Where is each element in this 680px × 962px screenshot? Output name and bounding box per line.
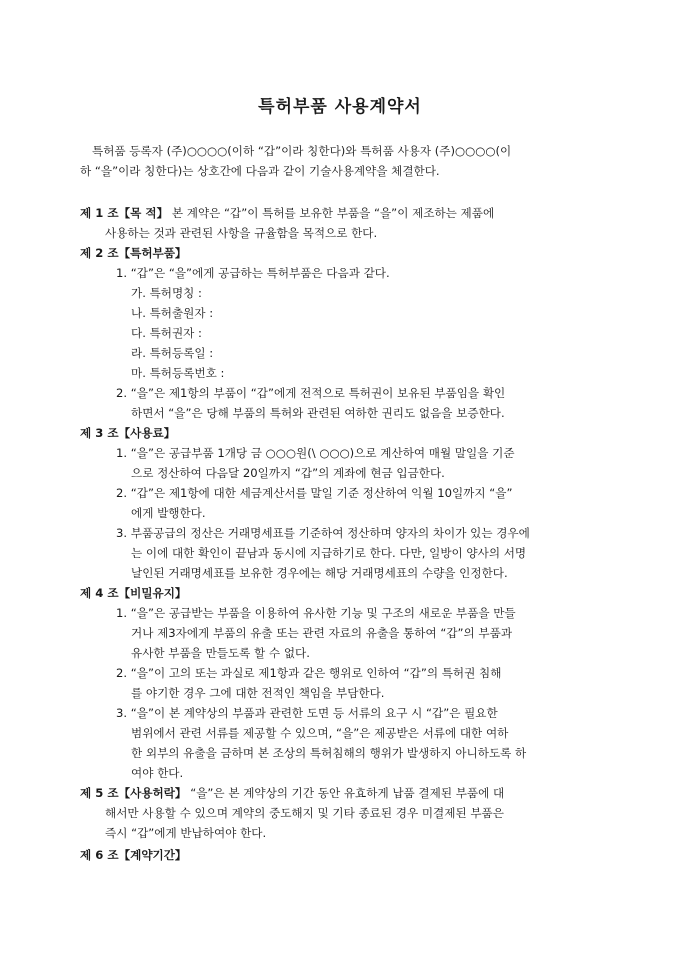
intro-line-1: 특허품 등록자 (주)○○○○(이하 “갑”이라 칭한다)와 특허품 사용자 (주)○○○○(이 — [92, 144, 512, 158]
article-1-heading: 제 1 조【목 적】 — [80, 206, 169, 220]
article-4-item-1-line-3: 유사한 부품을 만들도록 할 수 없다. — [131, 646, 310, 660]
article-5-line-3: 즉시 “갑”에게 반납하여야 한다. — [105, 826, 267, 840]
article-3-item-3-line-2: 는 이에 대한 확인이 끝남과 동시에 지급하기로 한다. 다만, 일방이 양사의 서명 — [131, 546, 527, 560]
article-2-item-2-line-1: 2. “을”은 제1항의 부품이 “갑”에게 전적으로 특허권이 보유된 부품임을 확인 — [116, 386, 506, 400]
article-4-item-3-line-2: 범위에서 관련 서류를 제공할 수 있으며, “을”은 제공받은 서류에 대한 여하 — [131, 726, 509, 740]
document-title: 특허부품 사용계약서 — [258, 97, 422, 117]
article-3-item-3-line-1: 3. 부품공급의 정산은 거래명세표를 기준하여 정산하며 양자의 차이가 있는 경우에 — [116, 526, 530, 540]
article-3-heading: 제 3 조【사용료】 — [80, 426, 176, 440]
article-3-item-1-line-1: 1. “을”은 공급부품 1개당 금 ○○○원(\ ○○○)으로 계산하여 매월 말일을 기준 — [116, 446, 515, 460]
article-4-item-2-line-1: 2. “을”이 고의 또는 과실로 제1항과 같은 행위로 인하여 “갑”의 특허권 침해 — [116, 666, 502, 680]
article-2-item-2-line-2: 하면서 “을”은 당해 부품의 특허와 관련된 여하한 권리도 없음을 보증한다. — [131, 406, 505, 420]
article-4-item-3-line-1: 3. “을”이 본 계약상의 부품과 관련한 도면 등 서류의 요구 시 “갑”은 필요한 — [116, 706, 498, 720]
article-4-item-3-line-3: 한 외부의 유출을 금하며 본 조상의 특허침해의 행위가 발생하지 아니하도록 하 — [131, 746, 527, 760]
article-2-sub-e: 마. 특허등록번호 : — [131, 366, 225, 380]
article-4-item-2-line-2: 를 야기한 경우 그에 대한 전적인 책임을 부담한다. — [131, 686, 385, 700]
article-3-item-1-line-2: 으로 정산하여 다음달 20일까지 “갑”의 계좌에 현금 입금한다. — [131, 466, 445, 480]
article-2-item-1: 1. “갑”은 “을”에게 공급하는 특허부품은 다음과 같다. — [116, 266, 390, 280]
article-1-text: 본 계약은 “갑”이 특허를 보유한 부품을 “을”이 제조하는 제품에 — [171, 206, 495, 220]
article-2-sub-a: 가. 특허명칭 : — [131, 286, 202, 300]
article-2-sub-c: 다. 특허권자 : — [131, 326, 202, 340]
article-3-item-3-line-3: 날인된 거래명세표를 보유한 경우에는 해당 거래명세표의 수량을 인정한다. — [131, 566, 508, 580]
article-5-line-2: 해서만 사용할 수 있으며 계약의 중도해지 및 기타 종료된 경우 미결제된 부품은 — [105, 806, 504, 820]
article-3-item-2-line-1: 2. “갑”은 제1항에 대한 세금계산서를 말일 기준 정산하여 익월 10일까지 “을” — [116, 486, 513, 500]
article-2-sub-d: 라. 특허등록일 : — [131, 346, 214, 360]
article-4-heading: 제 4 조【비밀유지】 — [80, 586, 187, 600]
article-6-heading: 제 6 조【계약기간】 — [80, 848, 187, 862]
article-4-item-1-line-2: 거나 제3자에게 부품의 유출 또는 관련 자료의 유출을 통하여 “갑”의 부품과 — [131, 626, 513, 640]
article-1-line-2: 사용하는 것과 관련된 사항을 규율함을 목적으로 한다. — [105, 226, 378, 240]
article-3-item-2-line-2: 에게 발행한다. — [131, 506, 206, 520]
article-1 — [80, 206, 494, 220]
article-2-heading: 제 2 조【특허부품】 — [80, 246, 187, 260]
article-2-sub-b: 나. 특허출원자 : — [131, 306, 214, 320]
article-4-item-3-line-4: 여야 한다. — [131, 766, 184, 780]
article-5-text: “을”은 본 계약상의 기간 동안 유효하게 납품 결제된 부품에 대 — [190, 786, 505, 800]
article-5-heading: 제 5 조【사용허락】 — [80, 786, 187, 800]
article-5 — [80, 786, 504, 800]
article-4-item-1-line-1: 1. “을”은 공급받는 부품을 이용하여 유사한 기능 및 구조의 새로운 부품을 만들 — [116, 606, 516, 620]
intro-line-2: 하 “을”이라 칭한다)는 상호간에 다음과 같이 기술사용계약을 체결한다. — [80, 164, 440, 178]
